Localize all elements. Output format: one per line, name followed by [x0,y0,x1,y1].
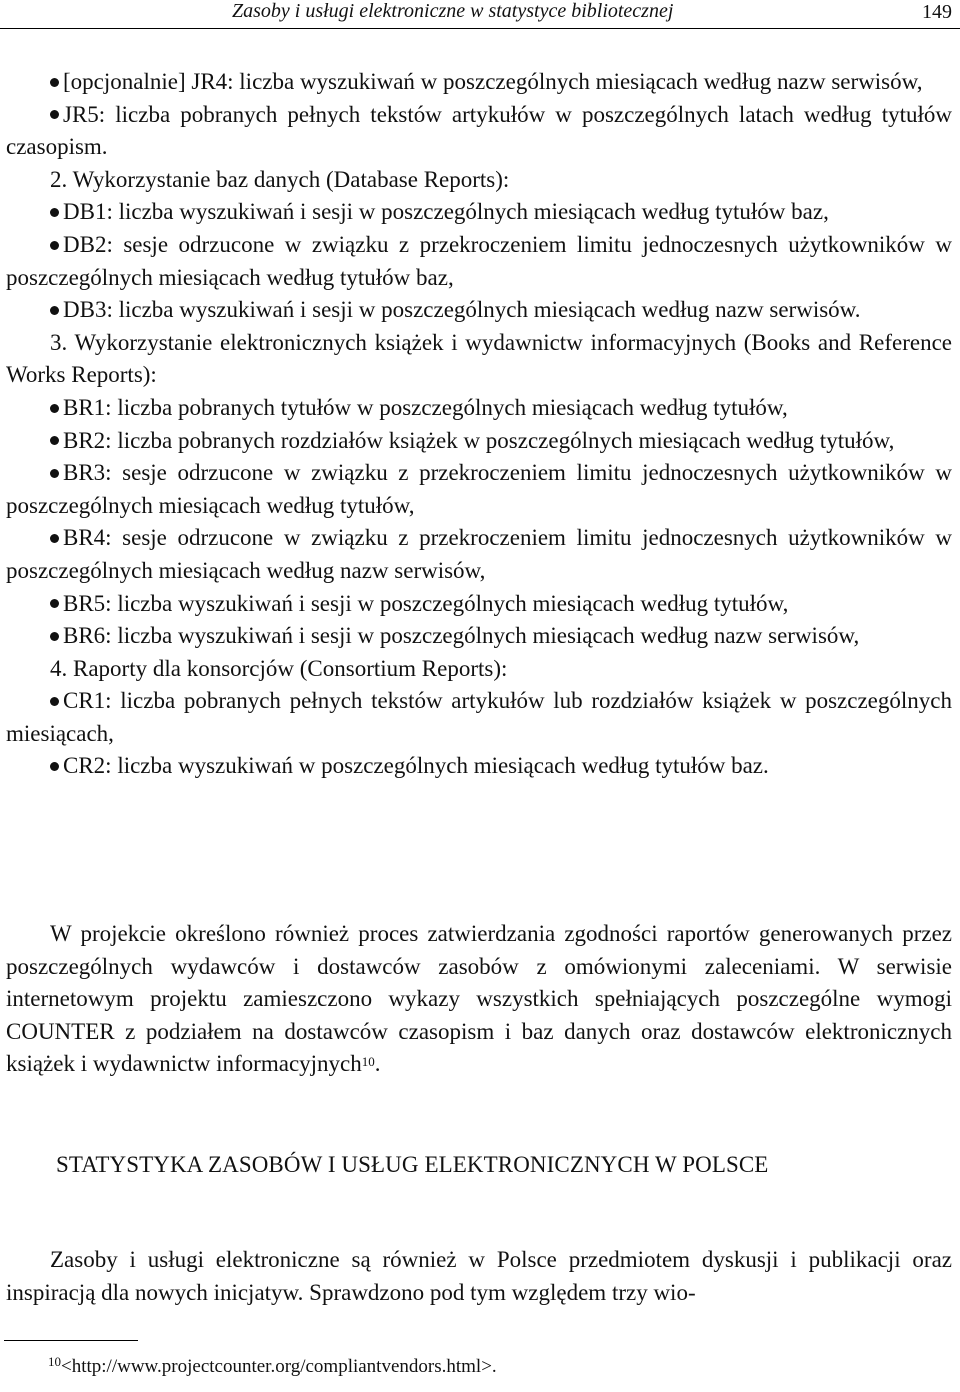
section-line [6,164,952,197]
bullet-icon [50,436,59,445]
bullet-item [6,620,952,653]
section-heading: STATYSTYKA ZASOBÓW I USŁUG ELEKTRONICZNYCH W POLSCE [56,1152,769,1177]
running-title: Zasoby i usługi elektroniczne w statystyce bibliotecznej [232,0,674,22]
bullet-item [6,457,952,522]
section-line [6,327,952,392]
closing-paragraph [6,918,952,1081]
paragraph-text: BR3: sesje odrzucone w związku z przekroczeniem limitu jednoczesnych użytkowników w poszczególnych miesiącach według tytułów, [6,460,952,518]
bullet-icon [50,534,59,543]
bullet-icon [50,110,59,119]
closing-paragraph-end: . [374,1051,381,1077]
paragraph-text: BR6: liczba wyszukiwań i sesji w poszczególnych miesiącach według nazw serwisów, [63,623,860,649]
paragraph-text: JR5: liczba pobranych pełnych tekstów artykułów w poszczególnych latach według tytułów czasopism. [6,101,952,160]
paragraph-text: 4. Raporty dla konsorcjów (Consortium Reports): [50,655,508,681]
section-paragraph [6,1244,952,1309]
bullet-item [6,66,952,99]
paragraph-text: CR2: liczba wyszukiwań w poszczególnych miesiącach według tytułów baz. [63,753,769,779]
bullet-item [6,588,952,621]
paragraph-text: [opcjonalnie] JR4: liczba wyszukiwań w poszczególnych miesiącach według nazw serwisów, [63,69,923,94]
bullet-item [6,425,952,458]
section-paragraph-text: Zasoby i usługi elektroniczne są również w Polsce przedmiotem dyskusji i publikacji oraz inspiracją dla nowych inicjatyw. Sprawdzono pod tym względem trzy wio- [6,1247,952,1305]
bullet-icon [50,78,59,87]
bullet-icon [50,208,59,217]
bullet-icon [50,469,59,478]
paragraph-text: BR5: liczba wyszukiwań i sesji w poszczególnych miesiącach według tytułów, [63,590,789,616]
bullet-item [6,685,952,750]
paragraph-text: DB2: sesje odrzucone w związku z przekroczeniem limitu jednoczesnych użytkowników w poszczególnych miesiącach według tytułów baz, [6,231,952,290]
footnote-ref: 10 [361,1054,375,1070]
bullet-item [6,229,952,294]
paragraph-text: DB1: liczba wyszukiwań i sesji w poszczególnych miesiącach według tytułów baz, [63,199,829,225]
bullet-icon [50,697,59,706]
bullet-item [6,750,952,783]
bullet-item [6,294,952,327]
footnote-rule [4,1340,138,1341]
paragraph-text: 2. Wykorzystanie baz danych (Database Reports): [50,166,510,192]
bullet-item [6,196,952,229]
closing-paragraph-text: W projekcie określono również proces zatwierdzania zgodności raportów generowanych przez poszczególnych wydawców i dostawców zasobów z omówionymi zaleceniami. W serwisie internetowym projektu zamieszczono wykazy wszystkich spełniających poszczególne wymogi COUNTER z podziałem na dostawców czasopism i baz danych oraz dostawców elektronicznych książek i wydawnictw informacyjnych [6,921,952,1077]
paragraph-text: DB3: liczba wyszukiwań i sesji w poszczególnych miesiącach według nazw serwisów. [63,297,861,323]
bullet-item [6,392,952,425]
page-number: 149 [922,1,952,23]
footnote [48,1356,497,1378]
bullet-icon [50,306,59,315]
bullet-icon [50,762,59,771]
footnote-text: <http://www.projectcounter.org/compliantvendors.html>. [61,1356,497,1377]
bullet-icon [50,404,59,413]
paragraph-text: BR1: liczba pobranych tytułów w poszczególnych miesiącach według tytułów, [63,394,788,420]
bullet-icon [50,599,59,608]
paragraph-text: BR4: sesje odrzucone w związku z przekroczeniem limitu jednoczesnych użytkowników w poszczególnych miesiącach według nazw serwisów, [6,525,952,583]
bullet-item [6,522,952,587]
running-header [0,0,960,29]
paragraph-text: BR2: liczba pobranych rozdziałów książek w poszczególnych miesiącach według tytułów, [63,427,895,453]
paragraph-text: 3. Wykorzystanie elektronicznych książek i wydawnictw informacyjnych (Books and Reference Works Reports): [6,329,952,388]
footnote-number: 10 [48,1354,61,1369]
bullet-icon [50,632,59,641]
bullet-item [6,99,952,164]
report-list [6,66,952,783]
bullet-icon [50,241,59,250]
section-line [6,653,952,686]
paragraph-text: CR1: liczba pobranych pełnych tekstów artykułów lub rozdziałów książek w poszczególnych miesiącach, [6,688,952,746]
